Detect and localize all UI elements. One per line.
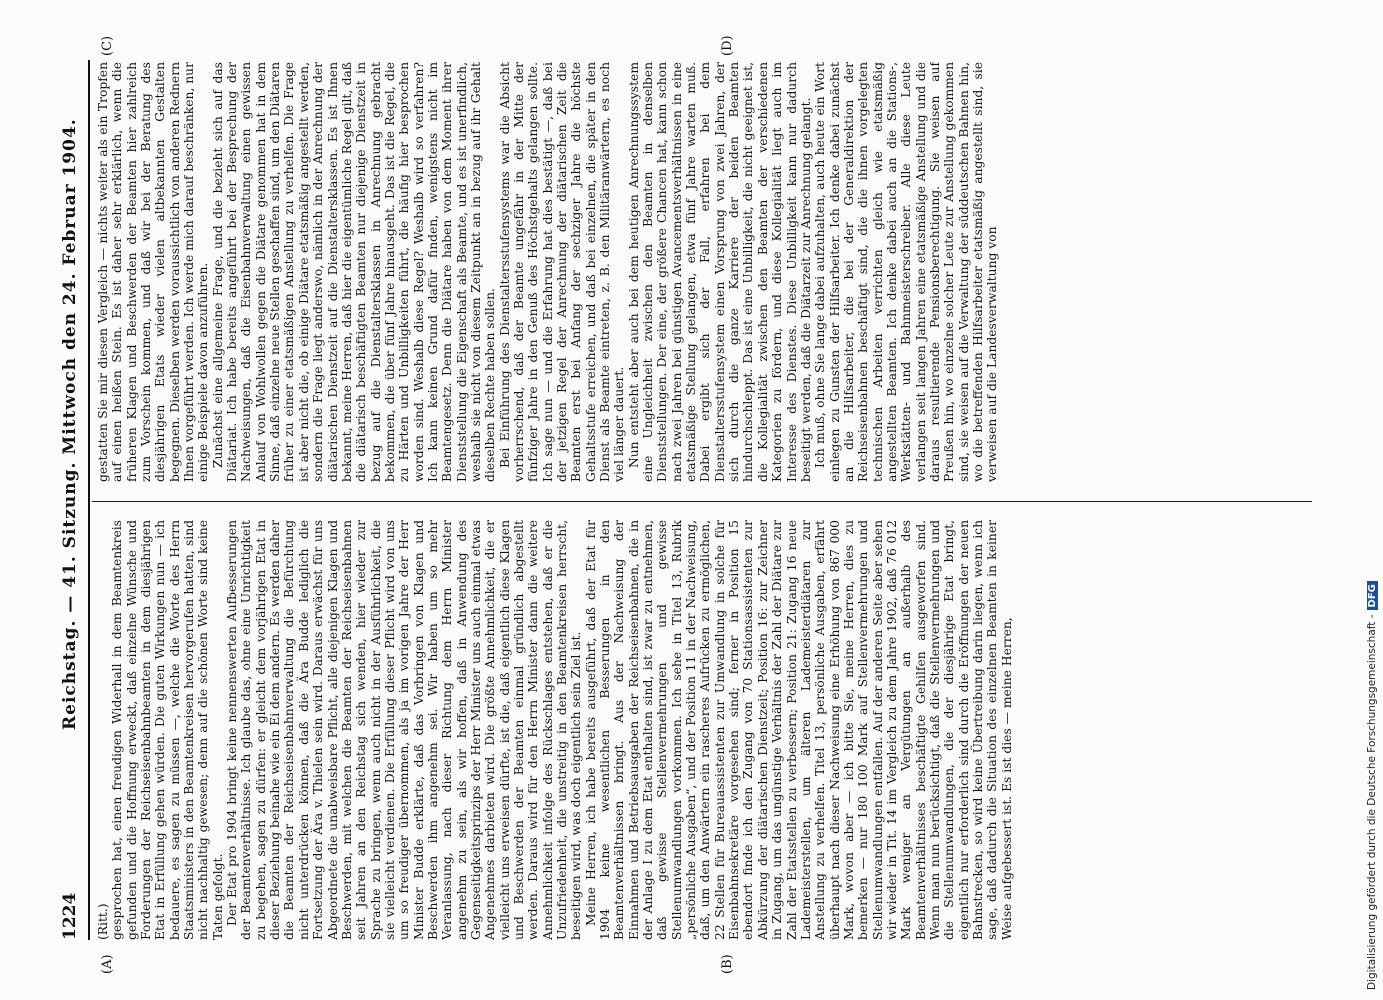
right-paragraph: Bei Einführung des Dienstaltersstufensystems war die Absicht vorherrschend, daß der Beamte ungefähr in der Mitte der fünfziger Jahre in den Genuß des Höchstgehalts gelangen sollte. Ich sage nun — und die Erfahrung hat dies bestätigt —, daß bei der jetzigen Regel der Anrechnung der diätarischen Zeit die Beamten erst bei Anfang der sechziger Jahre die höchste Gehaltsstufe erreichen, und daß bei einzelnen, die später in den Dienst als Beamte eintreten, z. B. den Militäranwärtern, es noch viel länger dauert. xyxy=(497,62,627,482)
right-paragraph: Zunächst eine allgemeine Frage, und die bezieht sich auf das Diätariat. Ich habe bereits angeführt bei der Besprechung der Nachweisungen, daß die Eisenbahnverwaltung einen gewissen Anlauf von Wohlwollen gegen die Diätare genommen hat in dem Sinne, daß einzelne neue Stellen geschaffen sind, um den Diätaren früher zu einer etatsmäßigen Anstellung zu verhelfen. Die Frage ist aber nicht die, ob einige Diätare etatsmäßig angestellt werden, sondern die Frage liegt anderswo, nämlich in der Anrechnung der diätarischen Dienstzeit auf die Dienstaltersklassen. Es ist Ihnen bekannt, meine Herren, daß hier die eigentümliche Regel gilt, daß die diätarisch beschäftigten Beamten nur diejenige Dienstzeit in bezug auf die Dienstaltersklassen in Anrechnung gebracht bekommen, die über fünf Jahre hinausgeht. Das ist die Regel, die zu Härten und Unbilligkeiten führt, die häufig hier besprochen worden sind. Weshalb diese Regel? Weshalb wird so verfahren? Ich kann keinen Grund dafür finden, wenigstens nicht im Beamtengesetz. Denn die Diätare haben von dem Moment ihrer Dienststellung die Eigenschaft als Beamte, und es ist unerfindlich, weshalb sie nicht von diesem Zeitpunkt an in bezug auf ihr Gehalt dieselben Rechte haben sollen. xyxy=(210,62,498,482)
right-column xyxy=(96,62,1316,482)
page-number: 1224 xyxy=(60,892,80,940)
left-paragraph: gesprochen hat, einen freudigen Widerhall in dem Beamtenkreis gefunden und die Hoffnung erweckt, daß einzelne Wünsche und Forderungen der Reichseisenbahnbeamten in dem diesjährigen Etat in Erfüllung gehen würden. Die guten Wirkungen nun — ich bedauere, es sagen zu müssen —, welche die Worte des Herrn Staatsministers in den Beamtenkreisen hervorgerufen hatten, sind nicht nachhaltig gewesen; denn auf die schönen Worte sind keine Taten gefolgt. xyxy=(110,520,225,940)
column-divider xyxy=(92,501,1312,502)
margin-marker-a: (A) xyxy=(100,954,115,974)
digitization-credit xyxy=(1366,581,1378,990)
left-paragraph: Der Etat pro 1904 bringt keine nennenswerten Aufbesserungen der Beamtenverhältnisse. Ich glaube das, ohne eine Unrichtigkeit zu begehen, sagen zu dürfen: er gleicht dem vorjährigen Etat in dieser Beziehung beinahe wie ein Ei dem andern. Es werden daher die Beamten der Reichseisenbahnverwaltung die Befürchtung nicht unterdrücken können, daß die Ära Budde lediglich die Fortsetzung der Ära v. Thielen sein wird. Daraus erwächst für uns Abgeordnete die unabweisbare Pflicht, alle diejenigen Klagen und Beschwerden, mit welchen die Beamten der Reichseisenbahnen seit Jahren an den Reichstag sich wenden, hier wieder zur Sprache zu bringen, wenn auch nicht in der Ausführlichkeit, die sie vielleicht verdienen. Die Erfüllung dieser Pflicht wird von uns um so freudiger übernommen, als ja im vorigen Jahre der Herr Minister Budde erklärte, daß das Vorbringen von Klagen und Beschwerden ihm angenehm sei. Wir haben um so mehr Veranlassung, nach dieser Richtung dem Herrn Minister angenehm zu sein, als wir hoffen, daß in Anwendung des Gegenseitigkeitsprinzips der Herr Minister uns auch einmal etwas Angenehmes darbieten wird. Die größte Annehmlichkeit, die er vielleicht uns erweisen dürfte, ist die, daß eigentlich diese Klagen und Beschwerden der Beamten einmal gründlich abgestellt werden. Daraus wird für den Herrn Minister dann die weitere Annehmlichkeit infolge des Rückschlages entstehen, daß er die Unzufriedenheit, die unstreitig in den Beamtenkreisen herrscht, beseitigen wird, was doch eigentlich sein Ziel ist. xyxy=(225,520,584,940)
left-paragraph: (Ritt.) xyxy=(96,903,110,940)
left-column xyxy=(96,520,1316,940)
left-paragraph: Meine Herren, ich habe bereits ausgeführt, daß der Etat für 1904 keine wesentlichen Besserungen in den Beamtenverhältnissen bringt. Aus der Nachweisung der Einnahmen und Betriebsausgaben der Reichseisenbahnen, die in der Anlage I zu dem Etat enthalten sind, ist zwar zu entnehmen, daß gewisse Stellenvermehrungen und gewisse Stellenumwandlungen vorkommen. Ich sehe in Titel 13, Rubrik „persönliche Ausgaben“, und der Position 11 in der Nachweisung, daß, um den Anwärtern ein rascheres Aufrücken zu ermöglichen, 22 Stellen für Bureauassistenten zur Umwandlung in solche für Eisenbahnsekretäre vorgesehen sind; ferner in Position 15 ebendort finde ich den Zugang von 70 Stationsassistenten zur Abkürzung der diätarischen Dienstzeit; Position 16: zur Zeichner in Zugang, um das ungünstige Verhältnis der Zahl der Diätare zur Zahl der Etatsstellen zu verbessern; Position 21: Zugang 16 neue Lademeisterstellen, um älteren Lademeisterdiätaren zur Anstellung zu verhelfen. Titel 13, persönliche Ausgaben, erfährt überhaupt nach dieser Nachweisung eine Erhöhung von 867 000 Mark, wovon aber — ich bitte Sie, meine Herren, dies zu bemerken — nur 180 100 Mark auf Stellenvermehrungen und Stellenumwandlungen entfallen. Auf der anderen Seite aber sehen wir wieder in Tit. 14 im Vergleich zu dem Jahre 1902, daß 76 012 Mark weniger an Vergütungen an außerhalb des Beamtenverhältnisses beschäftigte Gehilfen ausgeworfen sind. Wenn man nun berücksichtigt, daß die Stellenvermehrungen und die Stellenumwandlungen, die der diesjährige Etat bringt, eigentlich nur erforderlich sind durch die Eröffnungen der neuen Bahnstrecken, so wird keine Übertreibung darin liegen, wenn ich sage, daß dadurch die Situation des einzelnen Beamten in keiner Weise aufgebessert ist. Es ist dies — meine Herren, xyxy=(583,520,1014,940)
right-paragraph: Nun entsteht aber auch bei dem heutigen Anrechnungssystem eine Ungleichheit zwischen den Beamten in denselben Dienststellungen. Der eine, der größere Chancen hat, kann schon nach zwei Jahren bei günstigen Avancementsverhältnissen in eine etatsmäßige Stellung gelangen, etwa fünf Jahre warten muß. Dabei ergibt sich der Fall, erfahren bei dem Dienstaltersstufensystem einen Vorsprung von zwei Jahren, der sich durch die ganze Karriere der beiden Beamten hindurchschleppt. Das ist eine Unbilligkeit, die nicht geeignet ist, die Kollegialität zwischen den Beamten der verschiedenen Kategorien zu fördern, und diese Kollegialität liegt auch im Interesse des Dienstes. Diese Unbilligkeit kann nur dadurch beseitigt werden, daß die Diätarzeit zur Anrechnung gelangt. xyxy=(626,62,813,482)
margin-marker-b: (B) xyxy=(720,954,735,974)
rotated-page-content xyxy=(40,35,1325,974)
page-title: Reichstag. — 41. Sitzung. Mittwoch den 24. Februar 1904. xyxy=(60,118,80,730)
right-paragraph: gestatten Sie mir diesen Vergleich — nichts weiter als ein Tropfen auf einen heißen Stein. Es ist daher sehr erklärlich, wenn die früheren Klagen und Beschwerden der Beamten hier zahlreich zum Vorschein kommen, und daß wir bei der Beratung des diesjährigen Etats wieder vielen altbekannten Gestalten begegnen. Dieselben werden voraussichtlich von anderen Rednern Ihnen vorgeführt werden. Ich werde mich darauf beschränken, nur einige Beispiele davon anzuführen. xyxy=(96,62,211,482)
page-header xyxy=(60,60,86,940)
margin-marker-d: (D) xyxy=(720,35,735,56)
right-paragraph: Ich muß, ohne Sie lange dabei aufzuhalten, auch heute ein Wort einlegen zu Gunsten der Hilfsarbeiter. Ich denke dabei zunächst an die Hilfsarbeiter, die bei der Generaldirektion der Reichseisenbahnen beschäftigt sind, die die ihnen vorgelegten technischen Arbeiten verrichten gleich wie etatsmäßig angestellten Beamten. Ich denke dabei auch an die Stations-, Werkstätten- und Bahnmeisterschreiber. Alle diese Leute verlangen seit langen Jahren eine etatsmäßige Anstellung und die daraus resultierende Pensionsberechtigung. Sie weisen auf Preußen hin, wo einzelne solcher Leute zur Anstellung gekommen sind, sie weisen auf die Verwaltung der süddeutschen Bahnen hin, wo die betreffenden Hilfsarbeiter etatsmäßig angestellt sind, sie verweisen auf die Landesverwaltung von xyxy=(813,62,1000,482)
dfg-logo: DFG xyxy=(1367,581,1378,610)
header-rule xyxy=(88,60,90,940)
margin-marker-c: (C) xyxy=(100,35,115,56)
credit-text: Digitalisierung gefördert durch die Deutsche Forschungsgemeinschaft - xyxy=(1366,614,1378,990)
